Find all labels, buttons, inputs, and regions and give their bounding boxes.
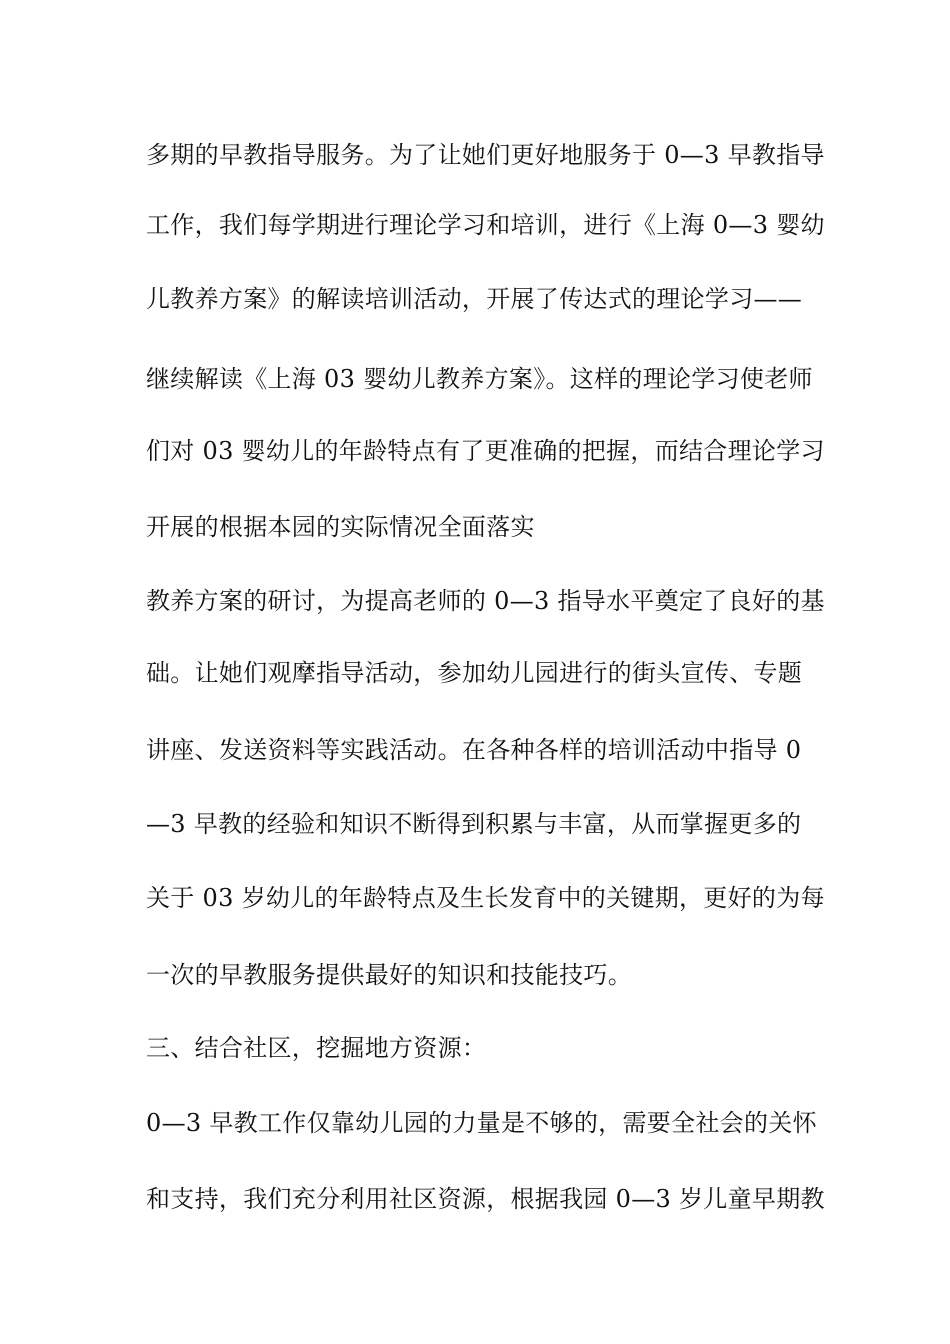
text-line: 们对 03 婴幼儿的年龄特点有了更准确的把握，而结合理论学习 xyxy=(146,437,825,465)
text-line: 多期的早教指导服务。为了让她们更好地服务于 0—3 早教指导 xyxy=(146,141,825,169)
text-line: 和支持，我们充分利用社区资源，根据我园 0—3 岁儿童早期教 xyxy=(146,1185,825,1213)
text-line: 教养方案的研讨，为提高老师的 0—3 指导水平奠定了良好的基 xyxy=(146,587,825,615)
text-line: 讲座、发送资料等实践活动。在各种各样的培训活动中指导 0 xyxy=(146,736,802,764)
text-line: 础。让她们观摩指导活动，参加幼儿园进行的街头宣传、专题 xyxy=(146,659,803,687)
text-line: 开展的根据本园的实际情况全面落实 xyxy=(146,513,535,541)
text-line: 关于 03 岁幼儿的年龄特点及生长发育中的关键期，更好的为每 xyxy=(146,884,825,912)
text-line: —3 早教的经验和知识不断得到积累与丰富，从而掌握更多的 xyxy=(146,810,802,838)
text-line: 继续解读《上海 03 婴幼儿教养方案》。这样的理论学习使老师 xyxy=(146,365,813,393)
text-line: 儿教养方案》的解读培训活动，开展了传达式的理论学习—— xyxy=(146,285,803,313)
text-line: 工作，我们每学期进行理论学习和培训，进行《上海 0—3 婴幼 xyxy=(146,211,825,239)
text-line: 一次的早教服务提供最好的知识和技能技巧。 xyxy=(146,961,632,989)
section-heading: 三、结合社区，挖掘地方资源： xyxy=(146,1034,487,1062)
text-line: 0—3 早教工作仅靠幼儿园的力量是不够的，需要全社会的关怀 xyxy=(146,1109,817,1137)
